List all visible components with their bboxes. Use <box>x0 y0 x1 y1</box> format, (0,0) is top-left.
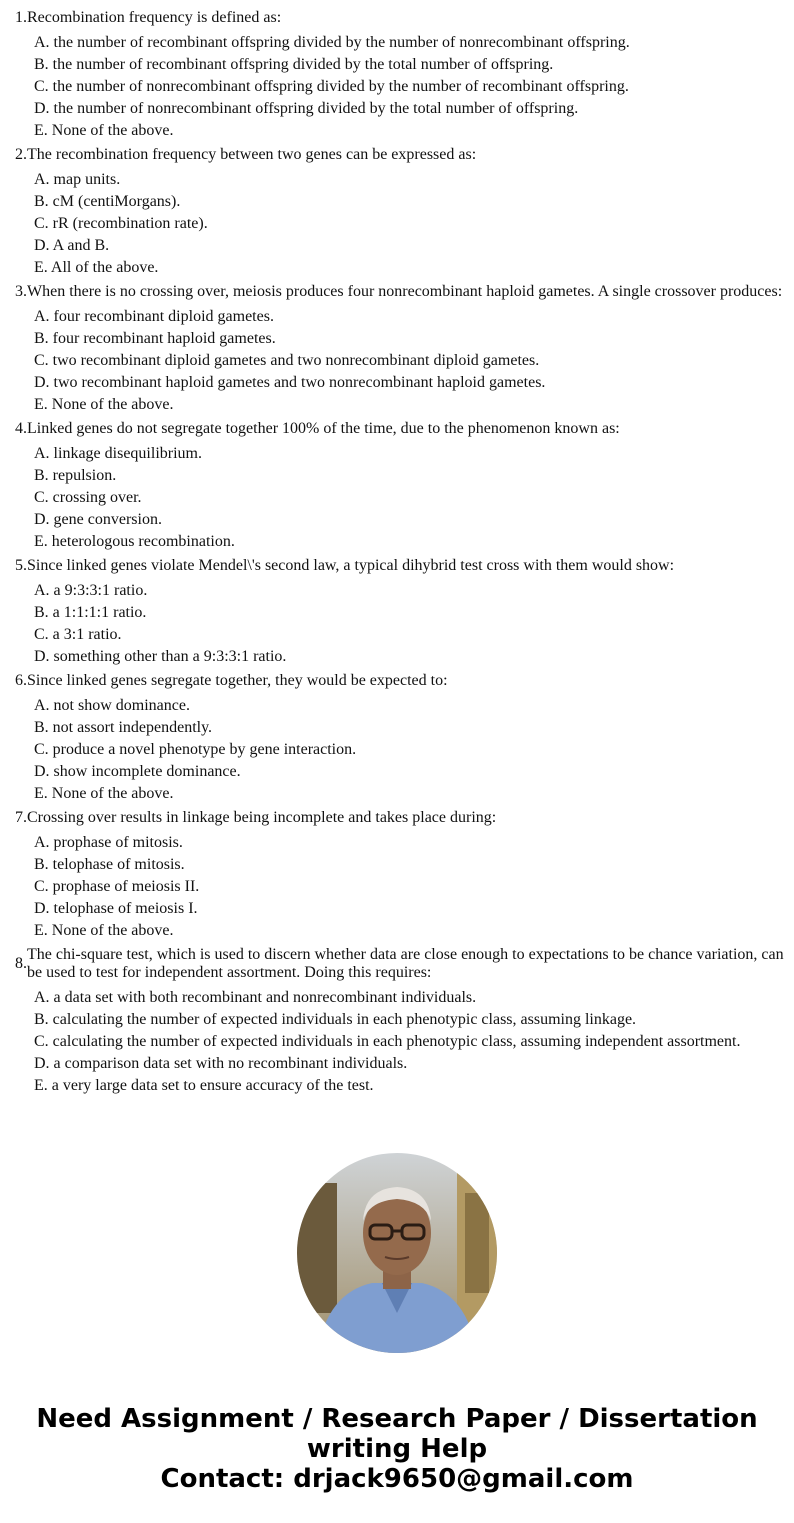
question-number: 5. <box>15 557 27 574</box>
option-b: B. a 1:1:1:1 ratio. <box>34 604 147 621</box>
option-e: E. heterologous recombination. <box>34 533 235 550</box>
option-c: C. the number of nonrecombinant offspring divided by the number of recombinant offspring. <box>34 78 629 95</box>
option-b: B. telophase of mitosis. <box>34 856 185 873</box>
option-list <box>0 32 794 142</box>
option-list <box>0 443 794 553</box>
option-e: E. a very large data set to ensure accuracy of the test. <box>34 1077 374 1094</box>
option-c: C. crossing over. <box>34 489 142 506</box>
option-list <box>0 306 794 416</box>
question-number: 2. <box>15 146 27 163</box>
quiz <box>0 9 794 1101</box>
question-number: 1. <box>15 9 27 26</box>
option-b: B. cM (centiMorgans). <box>34 193 181 210</box>
question-number: 4. <box>15 420 27 437</box>
question-4 <box>0 420 794 553</box>
option-d: D. gene conversion. <box>34 511 162 528</box>
option-b: B. repulsion. <box>34 467 117 484</box>
option-e: E. All of the above. <box>34 259 159 276</box>
option-a: A. linkage disequilibrium. <box>34 445 202 462</box>
option-list <box>0 987 794 1097</box>
option-e: E. None of the above. <box>34 122 174 139</box>
question-6 <box>0 672 794 805</box>
question-8 <box>0 946 794 1097</box>
question-text: Recombination frequency is defined as: <box>27 9 282 26</box>
author-photo <box>297 1153 497 1353</box>
question-number: 7. <box>15 809 27 826</box>
option-c: C. rR (recombination rate). <box>34 215 208 232</box>
question-text: Since linked genes violate Mendel\'s second law, a typical dihybrid test cross with them would show: <box>27 557 675 574</box>
option-d: D. show incomplete dominance. <box>34 763 241 780</box>
option-a: A. prophase of mitosis. <box>34 834 183 851</box>
option-e: E. None of the above. <box>34 396 174 413</box>
option-c: C. a 3:1 ratio. <box>34 626 122 643</box>
option-b: B. four recombinant haploid gametes. <box>34 330 276 347</box>
option-a: A. the number of recombinant offspring divided by the number of nonrecombinant offspring. <box>34 34 630 51</box>
question-text: Linked genes do not segregate together 100% of the time, due to the phenomenon known as: <box>27 420 620 437</box>
option-e: E. None of the above. <box>34 785 174 802</box>
question-text: The chi-square test, which is used to discern whether data are close enough to expectations to be chance variation, can be used to test for independent assortment. Doing this requires: <box>27 946 784 981</box>
option-c: C. two recombinant diploid gametes and two nonrecombinant diploid gametes. <box>34 352 540 369</box>
portrait-image <box>297 1153 497 1353</box>
option-list <box>0 169 794 279</box>
option-c: C. produce a novel phenotype by gene interaction. <box>34 741 357 758</box>
option-list <box>0 695 794 805</box>
question-7 <box>0 809 794 942</box>
option-d: D. the number of nonrecombinant offspring divided by the total number of offspring. <box>34 100 579 117</box>
question-3 <box>0 283 794 416</box>
option-a: A. four recombinant diploid gametes. <box>34 308 274 325</box>
option-d: D. a comparison data set with no recombinant individuals. <box>34 1055 408 1072</box>
question-number: 8. <box>15 955 27 972</box>
option-a: A. map units. <box>34 171 121 188</box>
option-b: B. the number of recombinant offspring divided by the total number of offspring. <box>34 56 554 73</box>
question-number: 3. <box>15 283 27 300</box>
option-a: A. a data set with both recombinant and nonrecombinant individuals. <box>34 989 477 1006</box>
question-text: When there is no crossing over, meiosis produces four nonrecombinant haploid gametes. A single crossover produces: <box>27 283 783 300</box>
option-list <box>0 580 794 668</box>
question-text: Since linked genes segregate together, they would be expected to: <box>27 672 448 689</box>
question-5 <box>0 557 794 668</box>
option-e: E. None of the above. <box>34 922 174 939</box>
question-text: Crossing over results in linkage being incomplete and takes place during: <box>27 809 497 826</box>
promo-headline: Need Assignment / Research Paper / Dissertation writing Help <box>36 1404 758 1464</box>
option-a: A. a 9:3:3:1 ratio. <box>34 582 148 599</box>
option-c: C. calculating the number of expected individuals in each phenotypic class, assuming independent assortment. <box>34 1033 741 1050</box>
option-list <box>0 832 794 942</box>
question-text: The recombination frequency between two genes can be expressed as: <box>27 146 477 163</box>
question-1 <box>0 9 794 142</box>
option-d: D. A and B. <box>34 237 110 254</box>
option-b: B. not assort independently. <box>34 719 213 736</box>
option-a: A. not show dominance. <box>34 697 190 714</box>
promo-contact: Contact: drjack9650@gmail.com <box>160 1464 634 1494</box>
question-2 <box>0 146 794 279</box>
question-number: 6. <box>15 672 27 689</box>
promo-banner <box>0 1404 794 1494</box>
option-d: D. two recombinant haploid gametes and two nonrecombinant haploid gametes. <box>34 374 546 391</box>
option-b: B. calculating the number of expected individuals in each phenotypic class, assuming linkage. <box>34 1011 637 1028</box>
option-d: D. telophase of meiosis I. <box>34 900 198 917</box>
option-c: C. prophase of meiosis II. <box>34 878 200 895</box>
option-d: D. something other than a 9:3:3:1 ratio. <box>34 648 287 665</box>
